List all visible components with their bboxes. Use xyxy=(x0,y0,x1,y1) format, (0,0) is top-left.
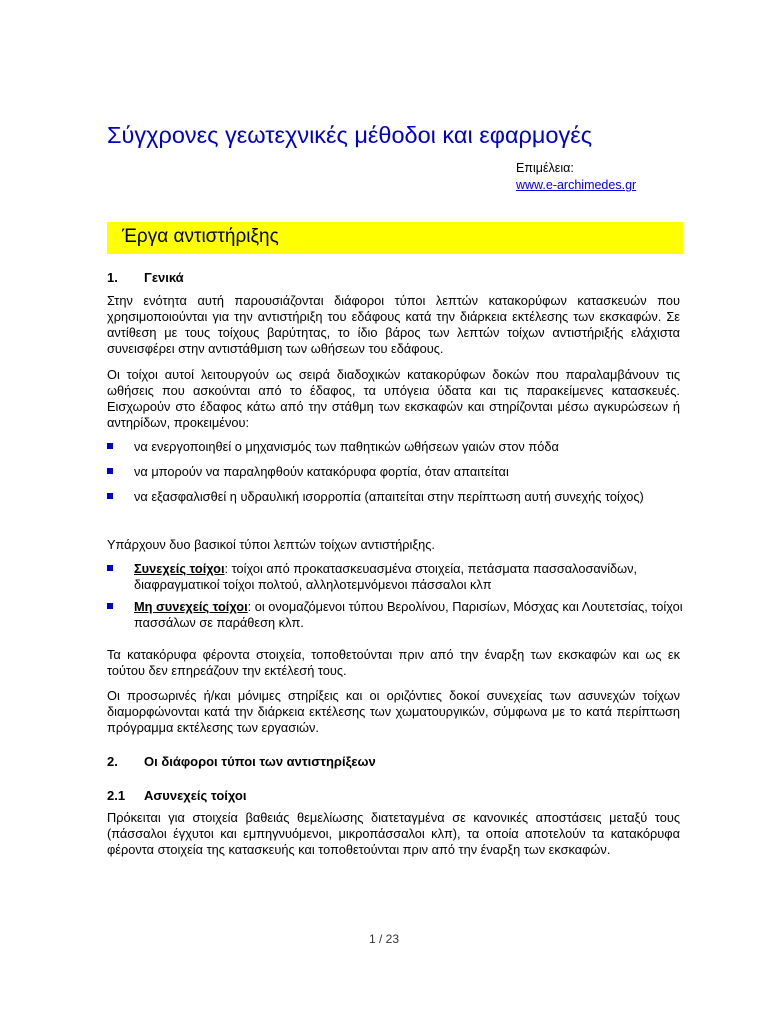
heading-section-2 xyxy=(107,754,376,769)
bullet-square-icon xyxy=(107,468,113,474)
list-item-desc: : οι ονομαζόμενοι τύπου Βερολίνου, Παρισίων, Μόσχας και Λουτετσίας, τοίχοι πασσάλων σε παράθεση κλπ. xyxy=(134,599,683,630)
paragraph-3: Υπάρχουν δυο βασικοί τύποι λεπτών τοίχων αντιστήριξης. xyxy=(107,537,435,552)
list-item-text: να μπορούν να παραληφθούν κατακόρυφα φορτία, όταν απαιτείται xyxy=(134,464,509,479)
paragraph-2: Οι τοίχοι αυτοί λειτουργούν ως σειρά διαδοχικών κατακορύφων δοκών που παραλαμβάνουν τις ωθήσεις που ασκούνται από το έδαφος, τα υπόγεια ύδατα και τις παρακείμενες κατασκευές. Εισχωρούν στο έδαφος κάτω από την στάθμη των εκσκαφών και στηρίζονται μέσω αγκυρώσεων ή αντηρίδων, προκειμένου: xyxy=(107,367,680,430)
heading-section-2-1 xyxy=(107,788,246,803)
bullet-square-icon xyxy=(107,603,113,609)
list-item-text xyxy=(134,599,683,631)
heading-text: Ασυνεχείς τοίχοι xyxy=(144,788,247,803)
paragraph-4: Τα κατακόρυφα φέροντα στοιχεία, τοποθετούνται πριν από την έναρξη των εκσκαφών και ως εκ τούτου δεν επηρεάζουν την εκτέλεσή τους. xyxy=(107,647,680,678)
bullet-square-icon xyxy=(107,493,113,499)
list-item-desc: : τοίχοι από προκατασκευασμένα στοιχεία, πετάσματα πασσαλοσανίδων, διαφραγματικοί τοίχοι πολτού, αλληλοτεμνόμενοι πάσσαλοι κλπ xyxy=(134,561,638,592)
list-item-text: να εξασφαλισθεί η υδραυλική ισορροπία (απαιτείται στην περίπτωση αυτή συνεχής τοίχος) xyxy=(134,489,644,504)
section-banner xyxy=(107,222,683,254)
bullet-square-icon xyxy=(107,565,113,571)
page-number: 1 / 23 xyxy=(368,932,400,946)
paragraph-6: Πρόκειται για στοιχεία βαθειάς θεμελίωσης διατεταγμένα σε κανονικές αποστάσεις μεταξύ τους (πάσσαλοι έγχυτοι και εμπηγνυόμενοι, μικροπάσσαλοι κλπ), τα οποία αποτελούν τα κατακόρυφα φέροντα στοιχεία της κατασκευής και τοποθετούνται πριν από την έναρξη των εκσκαφών. xyxy=(107,810,680,857)
bullet-square-icon xyxy=(107,443,113,449)
document-title: Σύγχρονες γεωτεχνικές μέθοδοι και εφαρμογές xyxy=(107,122,593,148)
paragraph-5: Οι προσωρινές ή/και μόνιμες στηρίξεις και οι οριζόντιες δοκοί συνεχείας των ασυνεχών τοίχων διαμορφώνονται κατά την διάρκεια εκτέλεσης των χωματουργικών, σύμφωνα με το κατά περίπτωση πρόγραμμα εκτέλεσης των εργασιών. xyxy=(107,688,680,735)
paragraph-1: Στην ενότητα αυτή παρουσιάζονται διάφοροι τύποι λεπτών κατακορύφων κατασκευών που χρησιμοποιούνται για την αντιστήριξη του εδάφους κατά την διάρκεια εκτέλεσης των εκσκαφών. Σε αντίθεση με τους τοίχους βαρύτητας, το ίδιο βάρος των λεπτών τοίχων αντιστήριξής ελάχιστα συνεισφέρει στην αντιστάθμιση των ωθήσεων του εδάφους. xyxy=(107,293,680,356)
heading-number: 1. xyxy=(107,270,118,285)
list-item-term: Μη συνεχείς τοίχοι xyxy=(134,599,248,614)
heading-text: Οι διάφοροι τύποι των αντιστηρίξεων xyxy=(144,754,376,769)
editor-block xyxy=(516,160,636,194)
editor-link[interactable]: www.e-archimedes.gr xyxy=(516,178,637,192)
heading-number: 2.1 xyxy=(107,788,126,803)
list-item-text: να ενεργοποιηθεί ο μηχανισμός των παθητικών ωθήσεων γαιών στον πόδα xyxy=(134,439,559,454)
list-item-term: Συνεχείς τοίχοι xyxy=(134,561,225,576)
list-item-text xyxy=(134,561,683,593)
editor-label: Επιμέλεια: xyxy=(516,161,574,175)
heading-section-1 xyxy=(107,270,184,285)
heading-number: 2. xyxy=(107,754,118,769)
banner-title: Έργα αντιστήριξης xyxy=(122,226,279,247)
heading-text: Γενικά xyxy=(144,270,184,285)
